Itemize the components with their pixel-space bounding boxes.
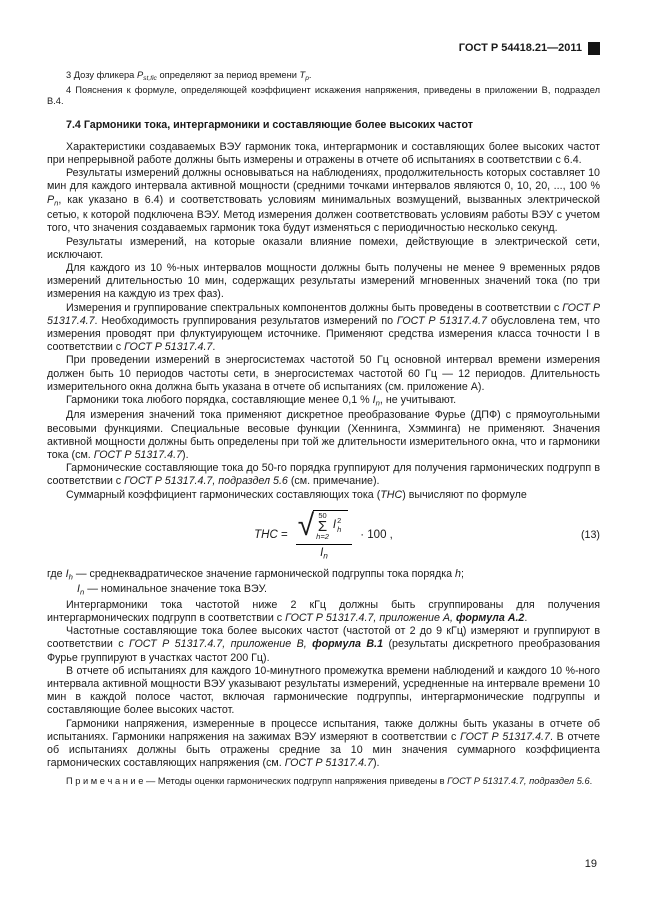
formula-numerator [296, 510, 353, 544]
doc-number: ГОСТ Р 54418.21—2011 [458, 42, 582, 54]
summation-symbol: 50 Σ h=2 [316, 511, 329, 541]
note-block [47, 776, 600, 788]
section-heading [47, 119, 600, 132]
paragraph-characteristics: Характеристики создаваемых ВЭУ гармоник тока, интергармоник и составляющих более высоких частот при непрерывной работе должны быть измерены и отражены в отчете об испытаниях в соответствии с 6.4. [47, 140, 600, 166]
paragraph-report-requirements: В отчете об испытаниях для каждого 10-минутного промежутка времени наблюдений и каждого 10 %-ного интервала активной мощности ВЭУ указывают результаты измерений, усредненные на интервале времени 10 мин в каждой полосе частот, включая гармонические подгруппы, интергармонические подгруппы и составляющие более высоких частот. [47, 664, 600, 717]
body-paragraphs-bottom [47, 599, 600, 771]
note-bottom: П р и м е ч а н и е — Методы оценки гармонических подгрупп напряжения приведены в ГОСТ Р 51317.4.7, подраздел 5.6. [66, 775, 593, 786]
paragraph-measurement-results: Результаты измерений должны основываться на наблюдениях, продолжительность которых составляет 10 мин для каждого интервала активной мощности (средними точками интервалов являются 0, 10, 20, ..., 100 % $P_n$, как указано в 6.4) и соответствовать условиям минимальных возмущений, вызванных электрической сетью, к которой подключена ВЭУ. Метод измерения должен соответствовать условиям работы ВЭУ с учетом того, что значения создаваемых гармоник тока будут изменяться с периодичностью несколько секунд. [47, 167, 600, 235]
footnote-4: 4 Пояснения к формуле, определяющей коэффициент искажения напряжения, приведены в приложении В, подраздел В.4. [47, 84, 600, 107]
formula-thc [254, 510, 393, 563]
paragraph-thc-intro: Суммарный коэффициент гармонических составляющих тока (THC) вычисляют по формуле [66, 488, 527, 501]
body-paragraphs-top [47, 141, 600, 502]
formula-multiplier: · 100 , [360, 529, 393, 542]
where-line-in: $I_n$ — номинальное значение тока ВЭУ. [77, 583, 267, 597]
paragraph-higher-frequencies: Частотные составляющие тока более высоких частот (частотой от 2 до 9 кГц) измеряют и группируют в соответствии с ГОСТ Р 51317.4.7, приложение В, формула В.1 (результаты дискретного преобразования Фурье группируют в участках частот 200 Гц). [47, 625, 600, 664]
formula-fraction [296, 510, 353, 563]
scan-artifact-mark [588, 42, 600, 55]
summation-term: I 2 h [332, 516, 342, 535]
formula-lhs: THC = [254, 529, 288, 542]
paragraph-time-series: Для каждого из 10 %-ных интервалов мощности должны быть получены не менее 9 временных рядов измерений длительностью 10 мин, содержащих результаты измерений мгновенных значений тока (по три измерения на каждую из трех фаз). [47, 261, 600, 301]
sigma-icon: Σ [317, 517, 328, 535]
formula-denominator: $I_n$ [296, 544, 353, 563]
section-heading-text: 7.4 Гармоники тока, интергармоники и составляющие более высоких частот [66, 118, 473, 131]
paragraph-voltage-harmonics: Гармоники напряжения, измеренные в процессе испытания, также должны быть указаны в отчете об испытаниях. Гармоники напряжения на зажимах ВЭУ измеряют в соответствии с ГОСТ Р 51317.4.7. В отчете об испытаниях должны быть отражены средние за 10 мин значения суммарного коэффициента гармонических составляющих напряжения (см. ГОСТ Р 51317.4.7). [47, 717, 601, 770]
footnotes-block [47, 70, 600, 108]
paragraph-measuring-interval: При проведении измерений в энергосистемах частотой 50 Гц основной интервал времени измерения должен быть 10 периодов частоты сети, в энергосистемах частотой 60 Гц — 12 периодов. Длительность измерительного окна должна быть указана в отчете об испытаниях (см. приложение А). [47, 354, 600, 393]
paragraph-excluded-results: Результаты измерений, на которые оказали влияние помехи, действующие в электрической сети, исключают. [47, 235, 600, 261]
formula-number: (13) [580, 529, 600, 542]
page-footer [585, 858, 597, 870]
paragraph-dft: Для измерения значений тока применяют дискретное преобразование Фурье (ДПФ) с прямоугольными весовыми функциями. Специальные весовые функции (Хеннинга, Хэмминга) не применяют. Значения активной мощности должны быть определены при той же длительности измерительного окна, что и гармоники тока (см. ГОСТ Р 51317.4.7). [47, 409, 600, 462]
paragraph-harmonics-threshold: Гармоники тока любого порядка, составляющие менее 0,1 % $I_n$, не учитывают. [66, 393, 457, 408]
page-number: 19 [584, 858, 597, 870]
page-header [47, 42, 600, 55]
footnote-3: 3 Дозу фликера $P_{st,fic}$ определяют за период времени $T_p$. [66, 70, 312, 82]
paragraph-grouping: Измерения и группирование спектральных компонентов должны быть проведены в соответствии с ГОСТ Р 51317.4.7. Необходимость группирования результатов измерений по ГОСТ Р 51317.4.7 обусловлена тем, что измерения проводят при флуктуирующем источнике. Применяют средства измерения класса точности I в соответствии с ГОСТ Р 51317.4.7. [47, 301, 600, 354]
where-clause [47, 568, 600, 599]
paragraph-harmonic-subgroups: Гармонические составляющие тока до 50-го порядка группируют для получения гармонических подгрупп в соответствии с ГОСТ Р 51317.4.7, подраздел 5.6 (см. примечание). [47, 462, 600, 488]
radicand [313, 510, 348, 539]
formula-block [47, 509, 600, 563]
radical-sign: √ [297, 508, 315, 542]
where-line-ih: где $I_h$ — среднеквадратическое значение гармонической подгруппы тока порядка h; [47, 567, 464, 582]
paragraph-interharmonics: Интергармоники тока частотой ниже 2 кГц должны быть сгруппированы для получения интергармонических подгрупп в соответствии с ГОСТ Р 51317.4.7, приложение А, формула А.2. [47, 598, 600, 625]
